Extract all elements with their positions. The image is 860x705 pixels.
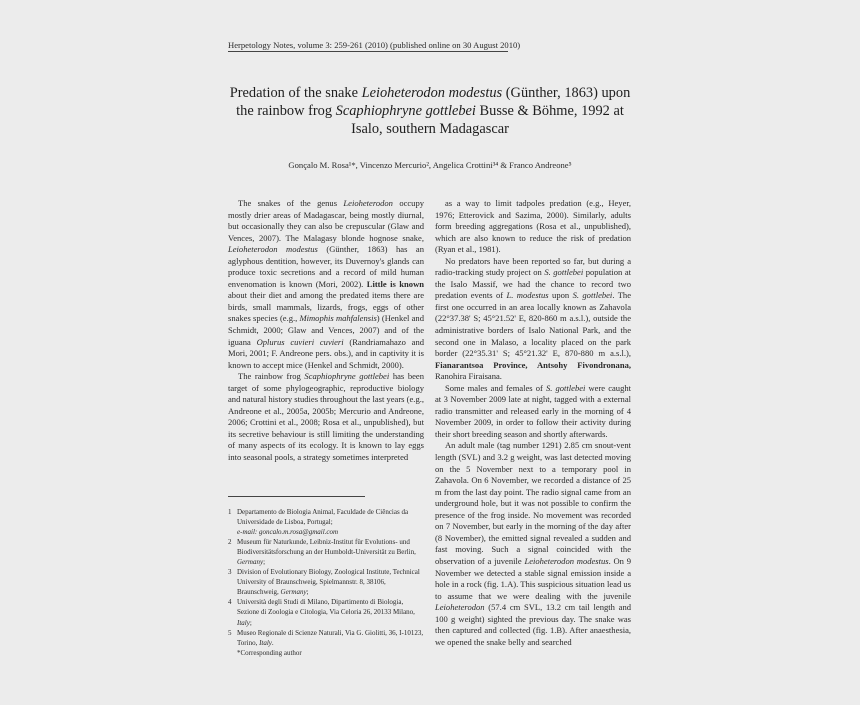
footnote [228,507,424,537]
text-span: The snakes of the genus [238,198,344,208]
text-span: (57.4 cm SVL, 13.2 cm tail length and 100 g weight) sighted the previous day. The snake was then captured and collected (fig. 1.B). After anaesthesia, we opened the snake belly and searched [435,602,631,647]
text-span: ; [263,558,266,567]
text-span: occupy mostly drier areas of Madagascar, being mostly diurnal, but occasionally they can also be crepuscular (Glaw and Vences, 2007). The Malagasy blonde hognose snake, [228,198,424,243]
footnote-number [228,648,237,658]
footnote-number: 4 [228,598,232,607]
text-span: upon [548,290,573,301]
author-list: Gonçalo M. Rosa¹*, Vincenzo Mercurio², Angelica Crottini³⁴ & Franco Andreone⁵ [288,160,572,170]
header-rule [228,51,508,52]
text-span: Busse & Böhme, 1992 at Isalo, southern Madagascar [351,103,624,137]
text-span: *Corresponding author [237,648,302,657]
bold-span: Fianarantsoa Province, Antsohy Fivondronana, [435,359,631,370]
text-span: . On 9 November we detected a stable signal emission inside a hole in a rock (fig. 1.A). This suspicious situation lead us to assume that we were dealing with the juvenile [435,555,632,601]
italic-span: Leioheterodon modestus [361,85,503,101]
text-span: . The first one occurred in an area locally known as Zahavola (22°37.38' S; 45°21.52' E, 820-860 m a.s.l.), outside the administrative borders of Isalo National Park, and the second one in Malaso, a locality placed on the park border (22°35.31' S; 45°21.32' E, 870-880 m a.s.l.), [435,290,632,359]
footnote [228,628,424,648]
italic-span: Germany [237,558,264,567]
footnote-text [237,567,424,597]
footnote-text [237,597,424,627]
italic-span: S. gottlebei [572,290,613,301]
text-span: ; [306,588,309,597]
italic-span: Leioheterodon [343,198,393,208]
italic-span: Mimophis mahfalensis [299,313,377,324]
paragraph [228,198,424,371]
text-span: . [271,638,274,647]
text-span: Ranohira Firaisana. [435,371,502,382]
text-span: has been target of some phylogeographic, reproductive biology and natural history studies throughout the last years (e.g., Andreone et al., 2005a, 2005b; Mercurio and Andreone, 2006; Crottini et al., 2008; Rosa et al., unpublished), but its secretive behaviour is still limiting the understanding of many aspects of its ecology. It is known to lay eggs into seasonal pools, a strategy sometimes interpreted [228,371,424,463]
footnote-rule [228,496,365,497]
text-span: (Günther, 1863) upon the rainbow frog [236,85,631,119]
footnote [228,597,424,627]
italic-span: Leioheterodon [435,602,485,613]
text-span: (Randriamahazo and Mori, 2001; F. Andreone pers. obs.), and in captivity it is known to accept mice (Henkel and Schmidt, 2000). [228,336,424,370]
text-span: No predators have been reported so far, but during a radio-tracking study project on [435,255,631,278]
italic-span: S. gottlebei [544,267,584,278]
footnote-text [237,648,424,658]
italic-span: Italy [237,618,250,627]
text-span: about their diet and among the predated items there are birds, small mammals, lizards, frogs, eggs of other snakes species (e.g., [228,290,424,324]
footnote-number: 2 [228,538,232,547]
italic-span: Leioheterodon modestus [524,555,609,566]
text-span: An adult male (tag number 1291) 2.85 cm snout-vent length (SVL) and 3.2 g weight, was last detected moving on the 5 November next to a temporary pool in Zahavola. On 6 November, we recorded a distance of 25 m from the last day point. The radio signal came from an underground hole, but it was not possible to confirm the presence of the frog inside. No movement was recorded on 7 November, but early in the morning of the day after (8 November), the emitted signal revealed a sudden and fast moving. Such a signal coincided with the observation of a juvenile [435,440,631,566]
footnote-number: 1 [228,508,232,516]
text-span: ) (Henkel and Schmidt, 2000; Glaw and Vences, 2007) and of the iguana [228,313,424,347]
footnote-number: 5 [228,628,232,637]
italic-span: L. modestus [506,290,549,301]
text-span: population at the Isalo Massif, we had the chance to record two predation events of [435,267,631,301]
italic-span: Oplurus cuvieri cuvieri [256,336,344,347]
bold-span: Little is known [366,278,424,289]
text-span: Museum für Naturkunde, Leibniz-Institut für Evolutions- und Biodiversitätsforschung an der Humboldt-Universität zu Berlin, [237,538,416,557]
italic-span: Italy [259,638,272,647]
paragraph [435,256,631,383]
paragraph [228,371,424,463]
text-span: Departamento de Biologia Animal, Faculdade de Ciências da Universidade de Lisboa, Portugal; [237,508,409,527]
text-span: Museo Regionale di Scienze Naturali, Via G. Giolitti, 36, I-10123, Torino, [237,628,424,647]
text-span: Predation of the snake [229,85,362,101]
footnote-text [237,628,424,648]
right-column [435,198,631,648]
text-span: Some males and females of [445,382,546,393]
text-span: (Günther, 1863) has an aglyphous dentition, however, its Duvernoy's glands can produce toxic secretions and a record of mild human envenomation is known (Mori, 2002). [228,244,424,289]
italic-span: Scaphiophryne gottlebei [304,371,390,382]
footnote [228,567,424,597]
article-title [228,84,632,138]
text-span: The rainbow frog [238,371,305,382]
italic-span: Leioheterodon modestus [228,244,318,255]
footnotes [228,507,424,658]
paragraph [435,440,631,648]
text-span: as a way to limit tadpoles predation (e.g., Heyer, 1976; Etterovick and Sazima, 2000). Similarly, adults form breeding aggregations (Rosa et al., unpublished), which are also known to reduce the risk of predation (Ryan et al., 1981). [435,198,631,255]
text-span: were caught at 3 November 2009 late at night, tagged with a external radio transmitter and released early in the morning of 4 November 2009, in order to follow their activity during their short breeding season and shortly afterwards. [435,382,631,439]
journal-header: Herpetology Notes, volume 3: 259-261 (2010) (published online on 30 August 2010) [228,40,521,50]
italic-span: Germany [280,588,307,597]
paragraph [435,383,631,441]
footnote-number: 3 [228,568,232,577]
left-column [228,198,424,464]
footnote-text [237,537,424,567]
footnote [228,648,424,658]
footnote [228,537,424,567]
text-span: Università degli Studi di Milano, Dipartimento di Biologia, Sezione di Zoologia e Citologia, Via Celoria 26, 20133 Milano, [237,598,415,617]
italic-span: Scaphiophryne gottlebei [335,103,476,119]
text-span: Division of Evolutionary Biology, Zoological Institute, Technical University of Braunschweig, Spielmannstr. 8, 38106, Braunschweig, [237,568,420,597]
italic-span: S. gottlebei [545,382,586,393]
paragraph [435,198,631,256]
text-span: ; [249,618,252,627]
footnote-text [237,507,424,537]
italic-span: e-mail: goncalo.m.rosa@gmail.com [237,528,339,537]
